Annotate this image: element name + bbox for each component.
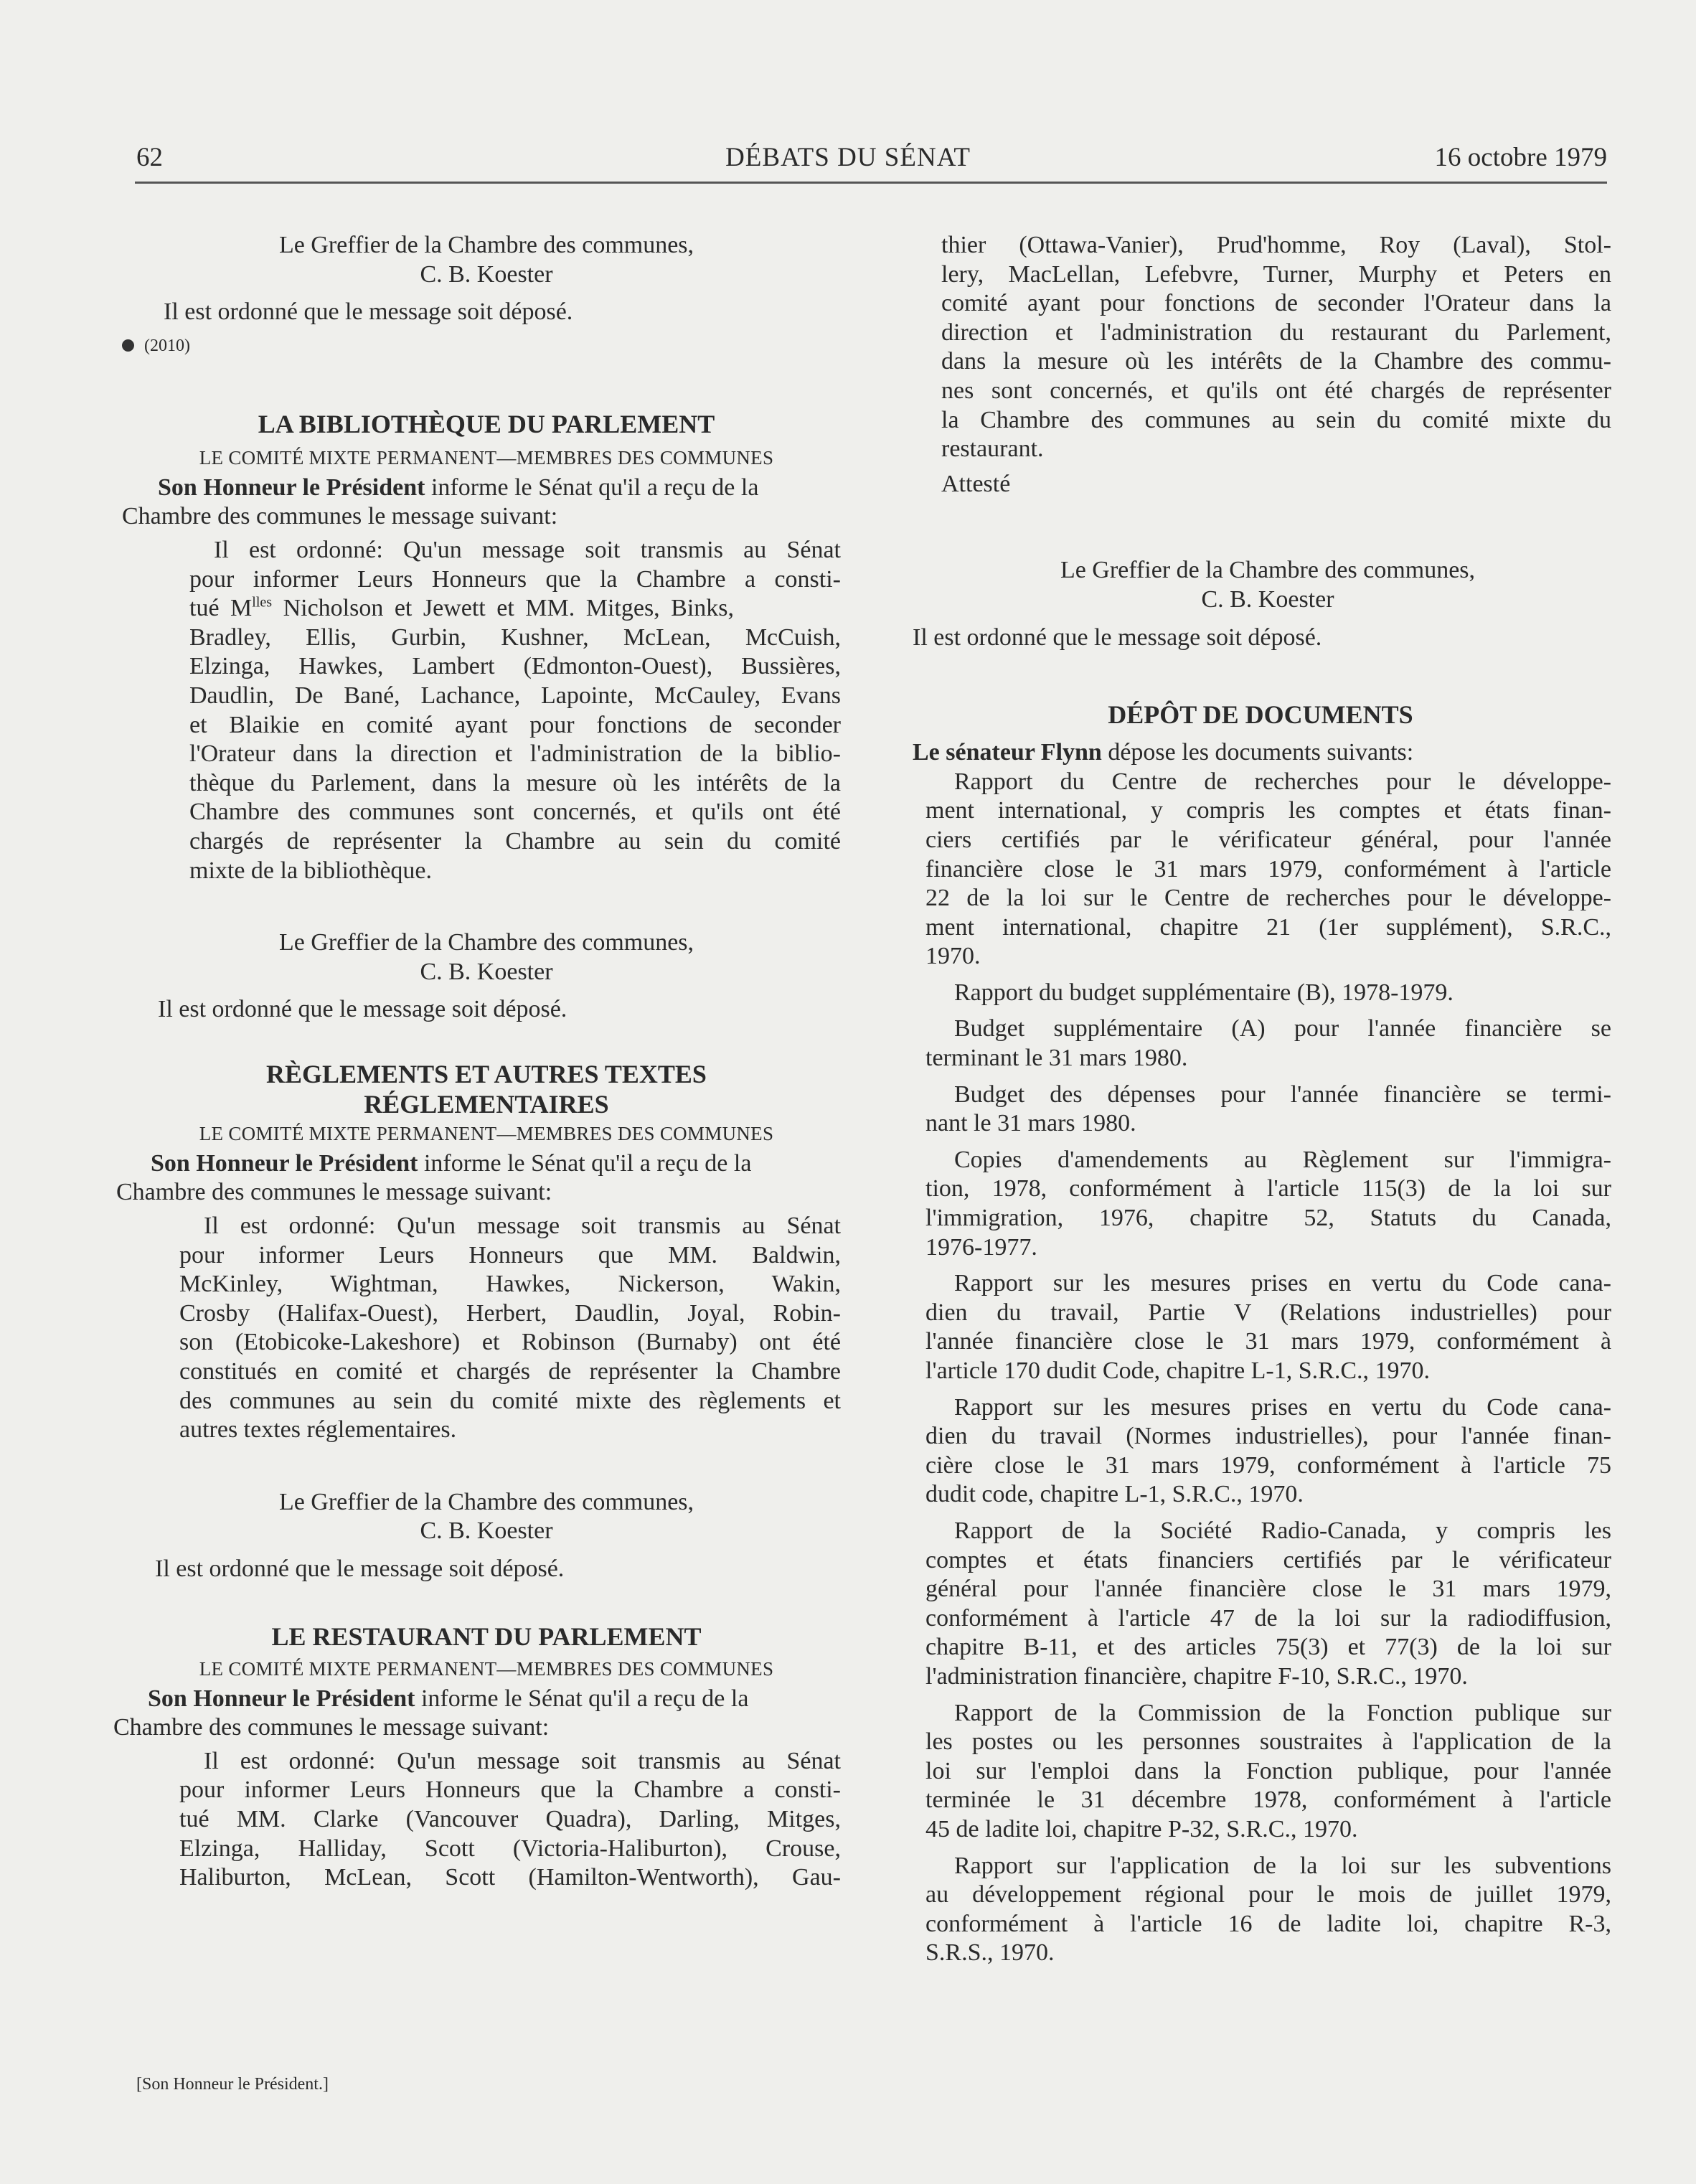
chamber-message-intro: Chambre des communes le message suivant: <box>113 1714 550 1741</box>
right-column <box>910 231 1611 1968</box>
order-text: Il est ordonné que le message soit déposé. <box>164 298 573 326</box>
message-line: Elzinga, Halliday, Scott (Victoria-Haliburton), Crouse, <box>179 1835 841 1862</box>
document-line: Rapport sur les mesures prises en vertu du Code cana- <box>954 1393 1611 1421</box>
timestamp-line <box>122 331 851 360</box>
document-entry <box>925 768 1611 971</box>
document-line: 1970. <box>925 943 981 970</box>
message-line: Il est ordonné: Qu'un message soit transmis au Sénat <box>204 1747 841 1774</box>
document-line: Copies d'amendements au Règlement sur l'immigra- <box>954 1146 1611 1173</box>
document-line: dudit code, chapitre L-1, S.R.C., 1970. <box>925 1481 1304 1508</box>
superscript: lles <box>252 594 273 611</box>
section-subheading: LE COMITÉ MIXTE PERMANENT—MEMBRES DES COMMUNES <box>199 1122 774 1144</box>
bullet-icon <box>122 339 134 352</box>
message-line: Bradley, Ellis, Gurbin, Kushner, McLean, McCuish, <box>189 623 841 651</box>
document-entry <box>925 1852 1611 1968</box>
speaker-statement <box>122 474 851 503</box>
document-line: dien du travail, Partie V (Relations industrielles) pour <box>925 1299 1611 1326</box>
section-heading-regulations-cont: RÉGLEMENTAIRES <box>364 1089 609 1119</box>
clerk-signature: Le Greffier de la Chambre des communes, <box>278 232 694 258</box>
section-heading-restaurant: LE RESTAURANT DU PARLEMENT <box>271 1621 702 1651</box>
documents-list <box>910 768 1611 1968</box>
message-line: pour informer Leurs Honneurs que la Chambre a consti- <box>179 1776 841 1804</box>
document-line: Rapport sur les mesures prises en vertu du Code cana- <box>954 1270 1611 1297</box>
document-line: au développement régional pour le mois de juillet 1979, <box>925 1881 1611 1908</box>
speaker-name: Son Honneur le Président <box>148 1685 415 1712</box>
speaker-name: Son Honneur le Président <box>151 1149 418 1177</box>
message-line: des communes au sein du comité mixte des règlements et <box>179 1387 841 1414</box>
clerk-name: C. B. Koester <box>420 958 553 985</box>
section-subheading: LE COMITÉ MIXTE PERMANENT—MEMBRES DES COMMUNES <box>199 1657 774 1680</box>
document-line: conformément à l'article 16 de ladite loi, chapitre R-3, <box>925 1910 1611 1937</box>
restaurant-message <box>122 1747 851 1893</box>
attested-text: Attesté <box>941 470 1011 497</box>
message-line: pour informer Leurs Honneurs que la Chambre a consti- <box>189 565 841 593</box>
message-line: l'Orateur dans la direction et l'administration de la biblio- <box>189 740 841 768</box>
order-text: Il est ordonné que le message soit déposé. <box>158 996 567 1023</box>
message-line: restaurant. <box>941 436 1044 463</box>
speaker-statement <box>122 1685 851 1714</box>
document-entry <box>925 1146 1611 1262</box>
message-line: autres textes réglementaires. <box>179 1416 457 1444</box>
document-line: dien du travail (Normes industrielles), pour l'année finan- <box>925 1423 1611 1450</box>
informs-text: informe le Sénat qu'il a reçu de la <box>420 1685 749 1712</box>
message-line: McKinley, Wightman, Hawkes, Nickerson, Wakin, <box>179 1271 841 1298</box>
document-line: Budget supplémentaire (A) pour l'année financière se <box>954 1015 1611 1042</box>
document-entry <box>925 1269 1611 1385</box>
message-fragment: tué M <box>189 595 253 622</box>
order-text: Il est ordonné que le message soit déposé. <box>913 623 1322 651</box>
document-line: 1976-1977. <box>925 1233 1037 1261</box>
section-subheading: LE COMITÉ MIXTE PERMANENT—MEMBRES DES COMMUNES <box>199 446 774 469</box>
document-line: Rapport du Centre de recherches pour le développe- <box>954 768 1611 795</box>
document-line: ment international, y compris les comptes et états finan- <box>925 797 1611 824</box>
document-line: loi sur l'emploi dans la Fonction publique, pour l'année <box>925 1757 1611 1784</box>
running-title: DÉBATS DU SÉNAT <box>725 143 971 172</box>
document-line: l'immigration, 1976, chapitre 52, Statuts du Canada, <box>925 1205 1611 1232</box>
header-rule <box>135 182 1607 184</box>
message-line: Il est ordonné: Qu'un message soit transmis au Sénat <box>214 536 841 563</box>
message-line: Crosby (Halifax-Ouest), Herbert, Daudlin, Joyal, Robin- <box>179 1299 841 1327</box>
section-heading-library: LA BIBLIOTHÈQUE DU PARLEMENT <box>258 409 715 438</box>
document-line: terminant le 31 mars 1980. <box>925 1045 1188 1072</box>
document-entry <box>925 979 1611 1008</box>
section-heading-regulations: RÈGLEMENTS ET AUTRES TEXTES <box>266 1059 707 1088</box>
tables-text: dépose les documents suivants: <box>1108 739 1414 766</box>
document-line: Rapport sur l'application de la loi sur les subventions <box>954 1852 1611 1879</box>
document-entry <box>925 1015 1611 1073</box>
message-line: Haliburton, McLean, Scott (Hamilton-Wentworth), Gau- <box>179 1864 841 1891</box>
message-line: tué MM. Clarke (Vancouver Quadra), Darling, Mitges, <box>179 1805 841 1832</box>
message-line: dans la mesure où les intérêts de la Chambre des commu- <box>941 348 1611 375</box>
senator-name: Le sénateur Flynn <box>913 739 1102 766</box>
document-line: tion, 1978, conformément à l'article 115(3) de la loi sur <box>925 1175 1611 1202</box>
document-line: ment international, chapitre 21 (1er supplément), S.R.C., <box>925 913 1611 941</box>
message-line <box>189 594 841 623</box>
clerk-signature: Le Greffier de la Chambre des communes, <box>1060 557 1476 584</box>
clerk-name: C. B. Koester <box>1201 585 1334 613</box>
page-number: 62 <box>136 143 163 172</box>
informs-text: informe le Sénat qu'il a reçu de la <box>423 1149 752 1177</box>
message-line: la Chambre des communes au sein du comité mixte du <box>941 406 1611 433</box>
regulations-message <box>122 1212 851 1445</box>
document-line: cière close le 31 mars 1979, conformément à l'article 75 <box>925 1451 1611 1479</box>
footnote: [Son Honneur le Président.] <box>136 2075 329 2094</box>
document-entry <box>925 1699 1611 1845</box>
clerk-signature: Le Greffier de la Chambre des communes, <box>278 929 694 956</box>
chamber-message-intro: Chambre des communes le message suivant: <box>122 503 558 530</box>
message-line: direction et l'administration du restaurant du Parlement, <box>941 319 1611 346</box>
message-line: mixte de la bibliothèque. <box>189 857 433 884</box>
left-column <box>113 231 851 1893</box>
senator-statement <box>910 738 1611 768</box>
clerk-name: C. B. Koester <box>420 260 553 288</box>
message-line: son (Etobicoke-Lakeshore) et Robinson (Burnaby) ont été <box>179 1329 841 1356</box>
message-line: thier (Ottawa-Vanier), Prud'homme, Roy (Laval), Stol- <box>941 232 1611 258</box>
document-line: terminée le 31 décembre 1978, conformément à l'article <box>925 1787 1611 1814</box>
message-line: thèque du Parlement, dans la mesure où les intérêts de la <box>189 769 841 796</box>
chamber-message-intro: Chambre des communes le message suivant: <box>116 1179 552 1206</box>
document-line: S.R.S., 1970. <box>925 1939 1055 1967</box>
speaker-statement <box>122 1149 851 1179</box>
message-line: constitués en comité et chargés de représenter la Chambre <box>179 1358 841 1385</box>
message-line: et Blaikie en comité ayant pour fonctions de seconder <box>189 711 841 738</box>
informs-text: informe le Sénat qu'il a reçu de la <box>430 474 759 501</box>
header-date: 16 octobre 1979 <box>1434 143 1607 172</box>
timestamp: (2010) <box>144 336 190 355</box>
document-line: conformément à l'article 47 de la loi sur la radiodiffusion, <box>925 1604 1611 1632</box>
library-message <box>122 536 851 885</box>
document-line: Rapport de la Commission de la Fonction publique sur <box>954 1699 1611 1726</box>
message-line: Elzinga, Hawkes, Lambert (Edmonton-Ouest), Bussières, <box>189 653 841 680</box>
document-line: 22 de la loi sur le Centre de recherches pour le développe- <box>925 885 1611 912</box>
document-line: 45 de ladite loi, chapitre P-32, S.R.C., 1970. <box>925 1815 1358 1842</box>
document-line: l'année financière close le 31 mars 1979, conformément à <box>925 1328 1611 1355</box>
clerk-name: C. B. Koester <box>420 1517 553 1545</box>
document-line: les postes ou les personnes soustraites à l'application de la <box>925 1728 1611 1756</box>
document-entry <box>925 1517 1611 1692</box>
message-line: Daudlin, De Bané, Lachance, Lapointe, McCauley, Evans <box>189 682 841 709</box>
message-line: Chambre des communes sont concernés, et qu'ils ont été <box>189 799 841 826</box>
message-line: lery, MacLellan, Lefebvre, Turner, Murphy et Peters en <box>941 260 1611 288</box>
document-line: Rapport de la Société Radio-Canada, y compris les <box>954 1517 1611 1544</box>
message-line: pour informer Leurs Honneurs que MM. Baldwin, <box>179 1241 841 1268</box>
document-line: l'administration financière, chapitre F-10, S.R.C., 1970. <box>925 1662 1468 1690</box>
message-line: Il est ordonné: Qu'un message soit transmis au Sénat <box>204 1213 841 1240</box>
document-line: nant le 31 mars 1980. <box>925 1110 1136 1137</box>
restaurant-message-continued <box>910 231 1611 499</box>
document-line: comptes et états financiers certifiés par le vérificateur <box>925 1546 1611 1573</box>
section-heading-documents: DÉPÔT DE DOCUMENTS <box>1108 700 1413 730</box>
message-line: comité ayant pour fonctions de seconder l'Orateur dans la <box>941 290 1611 317</box>
document-line: général pour l'année financière close le 31 mars 1979, <box>925 1576 1611 1603</box>
document-line: l'article 170 dudit Code, chapitre L-1, S.R.C., 1970. <box>925 1357 1431 1384</box>
document-line: ciers certifiés par le vérificateur général, pour l'année <box>925 826 1611 853</box>
document-line: chapitre B-11, et des articles 75(3) et 77(3) de la loi sur <box>925 1634 1611 1661</box>
document-line: Rapport du budget supplémentaire (B), 1978-1979. <box>954 979 1454 1006</box>
message-line: nes sont concernés, et qu'ils ont été chargés de représenter <box>941 377 1611 404</box>
message-line: chargés de représenter la Chambre au sein du comité <box>189 827 841 855</box>
document-line: financière close le 31 mars 1979, conformément à l'article <box>925 855 1611 882</box>
speaker-name: Son Honneur le Président <box>158 474 425 501</box>
document-line: Budget des dépenses pour l'année financière se termi- <box>954 1081 1611 1108</box>
order-text: Il est ordonné que le message soit déposé. <box>155 1555 565 1582</box>
document-entry <box>925 1393 1611 1510</box>
clerk-signature: Le Greffier de la Chambre des communes, <box>278 1488 694 1515</box>
message-fragment: Nicholson et Jewett et MM. Mitges, Binks, <box>283 595 735 622</box>
document-entry <box>925 1081 1611 1139</box>
